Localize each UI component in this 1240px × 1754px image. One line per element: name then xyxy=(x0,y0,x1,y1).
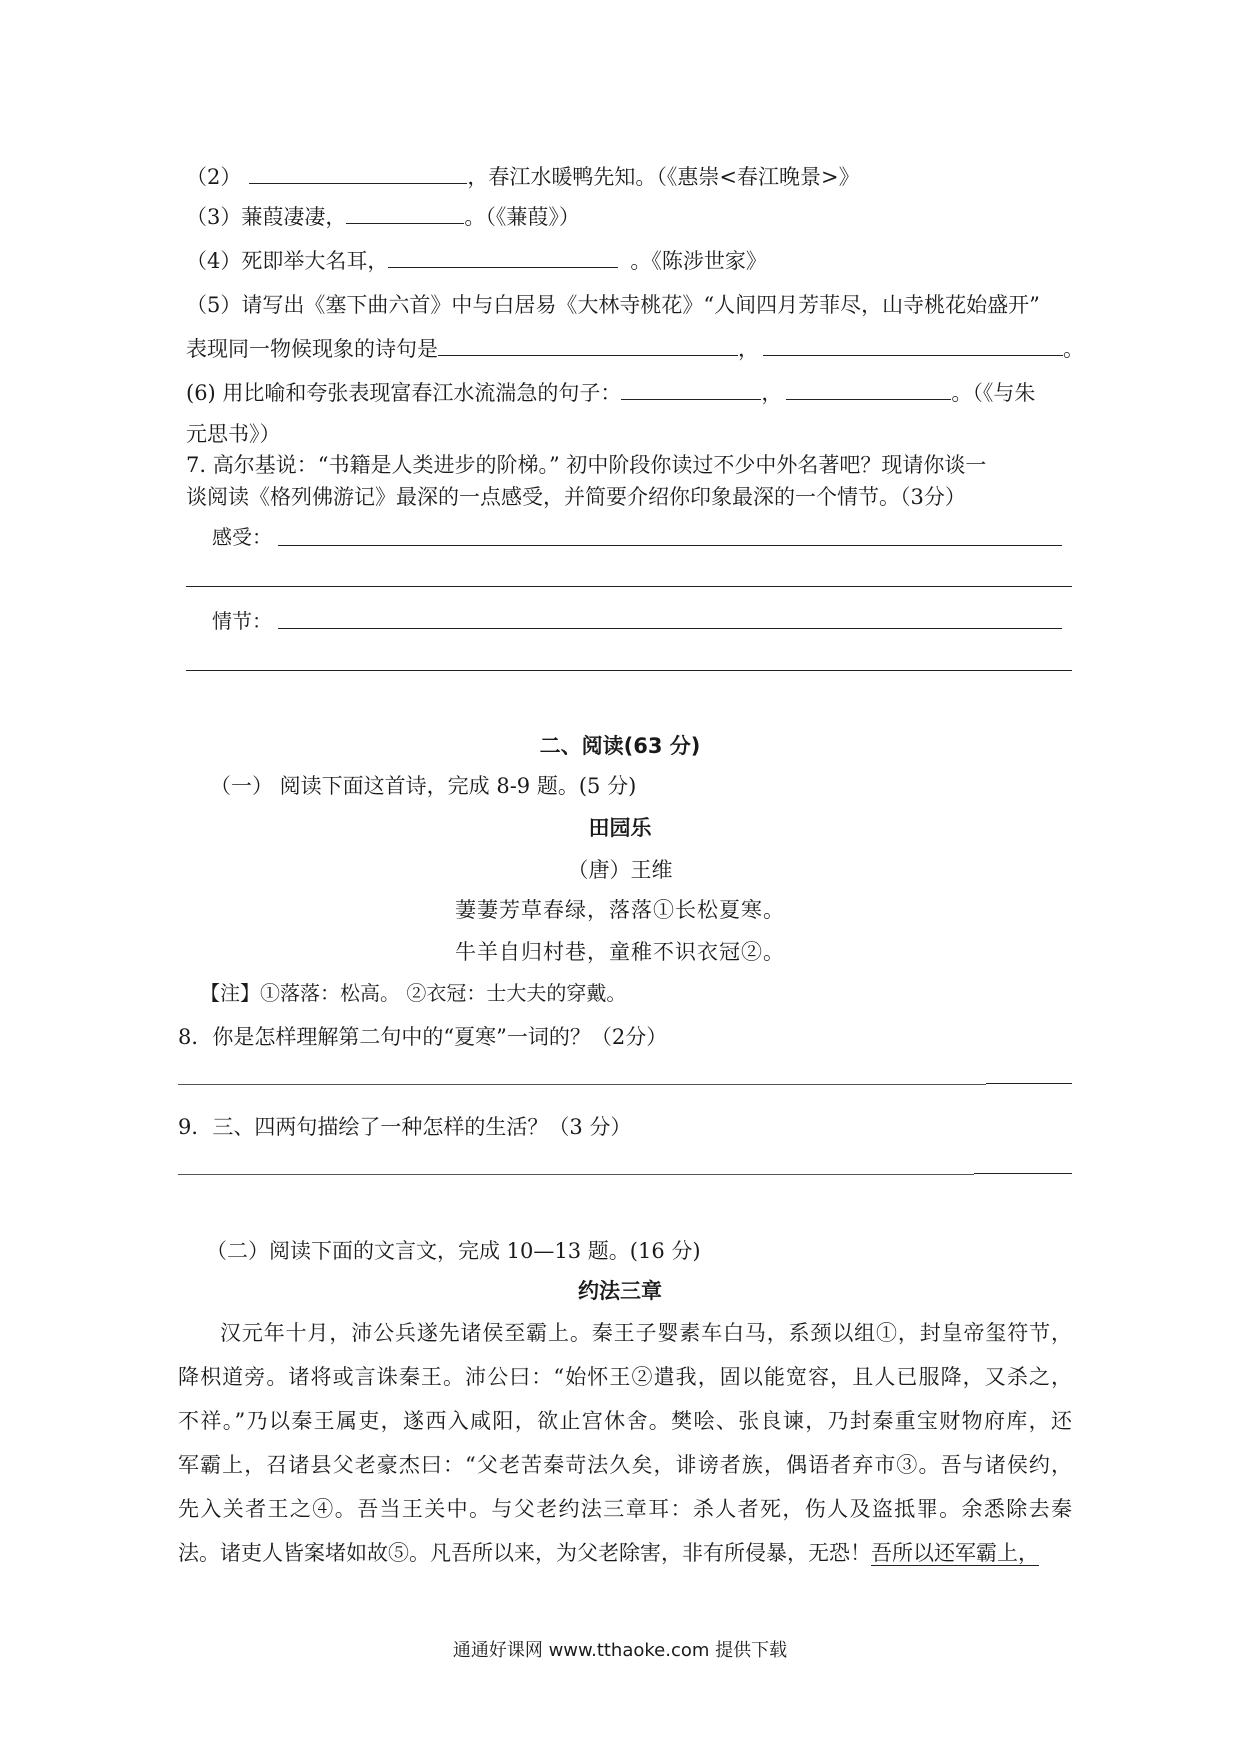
classical-title: 约法三章 xyxy=(578,1279,662,1303)
plot-label: 情节： xyxy=(212,609,272,633)
question-text: 死即举大名耳， xyxy=(241,249,389,273)
answer-blank[interactable] xyxy=(388,245,618,268)
poem-line-2: 牛羊自归村巷，童稚不识衣冠②。 xyxy=(455,940,785,964)
question-number: （3） xyxy=(186,205,242,229)
classical-line-1: 汉元年十月，沛公兵遂先诸侯至霸上。秦王子婴素车白马，系颈以组①，封皇帝玺符节， xyxy=(220,1321,1072,1345)
q9-answer-line[interactable] xyxy=(178,1174,974,1175)
answer-blank[interactable] xyxy=(346,201,464,224)
question-5-line2 xyxy=(186,333,1084,364)
answer-blank[interactable] xyxy=(763,333,1063,356)
part2-intro: （二）阅读下面的文言文，完成 10—13 题。(16 分) xyxy=(206,1239,701,1263)
question-7-line2: 谈阅读《格列佛游记》最深的一点感受，并简要介绍你印象最深的一个情节。（3分） xyxy=(186,485,966,509)
question-text: ， xyxy=(761,381,783,405)
classical-line-4: 军霸上，召诸县父老豪杰曰：“父老苦秦苛法久矣，诽谤者族，偶语者弃市③。吾与诸侯约， xyxy=(178,1453,1072,1477)
question-4 xyxy=(186,245,767,276)
answer-blank[interactable] xyxy=(786,377,951,400)
classical-line-3: 不祥。”乃以秦王属吏，遂西入咸阳，欲止宫休舍。樊哙、张良谏，乃封秦重宝财物府库，还 xyxy=(178,1409,1072,1433)
question-8: 8．你是怎样理解第二句中的“夏寒”一词的？（2分） xyxy=(178,1025,668,1049)
question-text: 。《陈涉世家》 xyxy=(630,249,767,273)
plot-answer-line[interactable] xyxy=(278,628,1062,629)
poem-line-1: 萋萋芳草春绿，落落①长松夏寒。 xyxy=(455,898,785,922)
question-9: 9．三、四两句描绘了一种怎样的生活？（3 分） xyxy=(178,1115,632,1139)
question-text: 。（《蒹葭》） xyxy=(464,205,580,229)
question-text: 表现同一物候现象的诗句是 xyxy=(186,337,438,361)
part1-intro: （一） 阅读下面这首诗，完成 8-9 题。(5 分) xyxy=(210,774,637,798)
question-3 xyxy=(186,201,580,232)
poem-author: （唐）王维 xyxy=(567,858,673,882)
classical-line-2: 降枳道旁。诸将或言诛秦王。沛公曰：“始怀王②遣我，固以能宽容，且人已服降，又杀之， xyxy=(178,1365,1072,1389)
question-number: （4） xyxy=(186,249,242,273)
answer-blank[interactable] xyxy=(249,161,467,184)
classical-line-6 xyxy=(178,1538,1072,1568)
question-text: (6) 用比喻和夸张表现富春江水流湍急的句子： xyxy=(186,381,622,405)
footer-credit: 通通好课网 www.tthaoke.com 提供下载 xyxy=(452,1640,788,1661)
classical-text: 法。诸吏人皆案堵如故⑤。凡吾所以来，为父老除害，非有所侵暴，无恐！ xyxy=(178,1541,871,1565)
answer-blank[interactable] xyxy=(438,333,738,356)
question-2 xyxy=(186,161,860,192)
q9-answer-line-end[interactable] xyxy=(974,1173,1072,1174)
question-text: ， xyxy=(738,337,759,361)
section-title: 二、阅读(63 分) xyxy=(539,734,701,758)
classical-line-5: 先入关者王之④。吾当王关中。与父老约法三章耳：杀人者死，伤人及盗抵罪。余悉除去秦 xyxy=(178,1497,1072,1521)
underlined-sentence: 吾所以还军霸上， xyxy=(871,1541,1039,1565)
question-text: 蒹葭凄凄， xyxy=(241,205,347,229)
question-6-line2: 元思书》） xyxy=(186,422,281,446)
question-text: 。 xyxy=(1063,337,1084,361)
feeling-label: 感受： xyxy=(212,525,272,549)
feeling-answer-line[interactable] xyxy=(278,545,1062,546)
poem-title: 田园乐 xyxy=(588,816,652,840)
q8-answer-line[interactable] xyxy=(178,1084,986,1085)
question-text: 。（《与朱 xyxy=(951,381,1036,405)
question-number: （2） xyxy=(186,165,242,189)
feeling-answer-line-2[interactable] xyxy=(186,586,1072,587)
question-6 xyxy=(186,377,1035,408)
question-7-line1: 7. 高尔基说：“书籍是人类进步的阶梯。” 初中阶段你读过不少中外名著吧？现请你谈一 xyxy=(186,453,987,477)
q8-answer-line-end[interactable] xyxy=(986,1083,1072,1084)
question-text: ，春江水暖鸭先知。（《惠崇<春江晚景>》 xyxy=(467,165,860,189)
question-5-line1: （5）请写出《塞下曲六首》中与白居易《大林寺桃花》“人间四月芳菲尽，山寺桃花始盛开” xyxy=(186,293,1040,317)
answer-blank[interactable] xyxy=(621,377,761,400)
plot-answer-line-2[interactable] xyxy=(186,670,1072,671)
poem-note: 【注】①落落：松高。 ②衣冠：士大夫的穿戴。 xyxy=(200,981,627,1005)
